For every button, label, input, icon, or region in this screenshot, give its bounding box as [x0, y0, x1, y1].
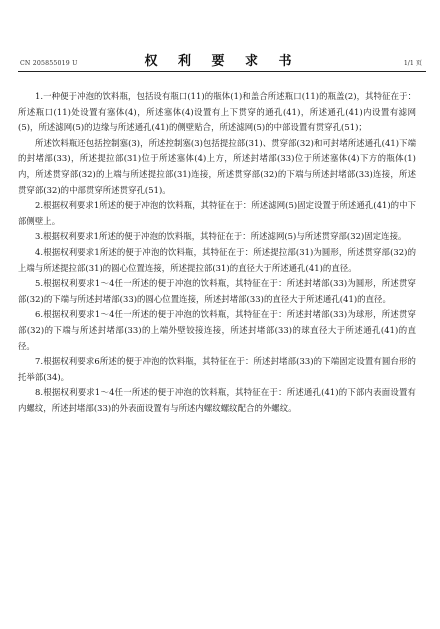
claim-2: 2.根据权利要求1所述的便于冲泡的饮料瓶，其特征在于：所述滤网(5)固定设置于所述通孔(41)的中下部侧壁上。: [18, 200, 416, 226]
claim-8: 8.根据权利要求1～4任一所述的便于冲泡的饮料瓶，其特征在于：所述通孔(41)的下部内表面设置有内螺纹，所述封堵部(33)的外表面设置有与所述内螺纹螺纹配合的外螺纹。: [18, 387, 416, 413]
header-divider: [18, 71, 426, 72]
page-number: 1/1 页: [403, 60, 422, 67]
patent-number: CN 205855019 U: [20, 60, 78, 67]
claim-5: 5.根据权利要求1～4任一所述的便于冲泡的饮料瓶，其特征在于：所述封堵部(33)为圆形，所述贯穿部(32)的下端与所述封堵部(33)的圆心位置连接，所述封堵部(33)的直径大于所述通孔(41)的直径。: [18, 278, 416, 304]
claim-7: 7.根据权利要求6所述的便于冲泡的饮料瓶，其特征在于：所述封堵部(33)的下端固定设置有圆台形的托举部(34)。: [18, 356, 416, 382]
claim-3: 3.根据权利要求1所述的便于冲泡的饮料瓶，其特征在于：所述滤网(5)与所述贯穿部(32)固定连接。: [35, 231, 407, 242]
claim-1-continued: 所述饮料瓶还包括控制塞(3)，所述控制塞(3)包括提拉部(31)、贯穿部(32)和可封堵所述通孔(41)下端的封堵部(33)，所述提拉部(31)位于所述塞体(4)上方，所述封堵部(33)位于所述塞体(4)下方的瓶体(1)内，所述贯穿部(32)的上端与所述提拉部(31)连接，所述贯穿部(32)的下端与所述封堵部(33)连接，所述贯穿部(32)的中部贯穿所述贯穿孔(51)。: [18, 137, 416, 195]
page-header: [18, 50, 426, 70]
document-title: 权 利 要 求 书: [144, 54, 300, 69]
claim-4: 4.根据权利要求1所述的便于冲泡的饮料瓶，其特征在于：所述提拉部(31)为圆形，所述贯穿部(32)的上端与所述提拉部(31)的圆心位置连接，所述提拉部(31)的直径大于所述通孔(41)的直径。: [18, 246, 416, 273]
claim-1: 1.一种便于冲泡的饮料瓶，包括设有瓶口(11)的瓶体(1)和盖合所述瓶口(11)的瓶盖(2)，其特征在于：所述瓶口(11)处设置有塞体(4)，所述塞体(4)设置有上下贯穿的通孔(41)，所述通孔(41)内设置有滤网(5)，所述滤网(5)的边缘与所述通孔(41)的侧壁贴合，所述滤网(5)的中部设置有贯穿孔(51)；: [18, 91, 416, 133]
claim-6: 6.根据权利要求1～4任一所述的便于冲泡的饮料瓶，其特征在于：所述封堵部(33)为球形，所述贯穿部(32)的下端与所述封堵部(33)的上端外壁铰接连接，所述封堵部(33)的球直径大于所述通孔(41)的直径。: [18, 309, 416, 351]
claims-body: [18, 89, 416, 416]
